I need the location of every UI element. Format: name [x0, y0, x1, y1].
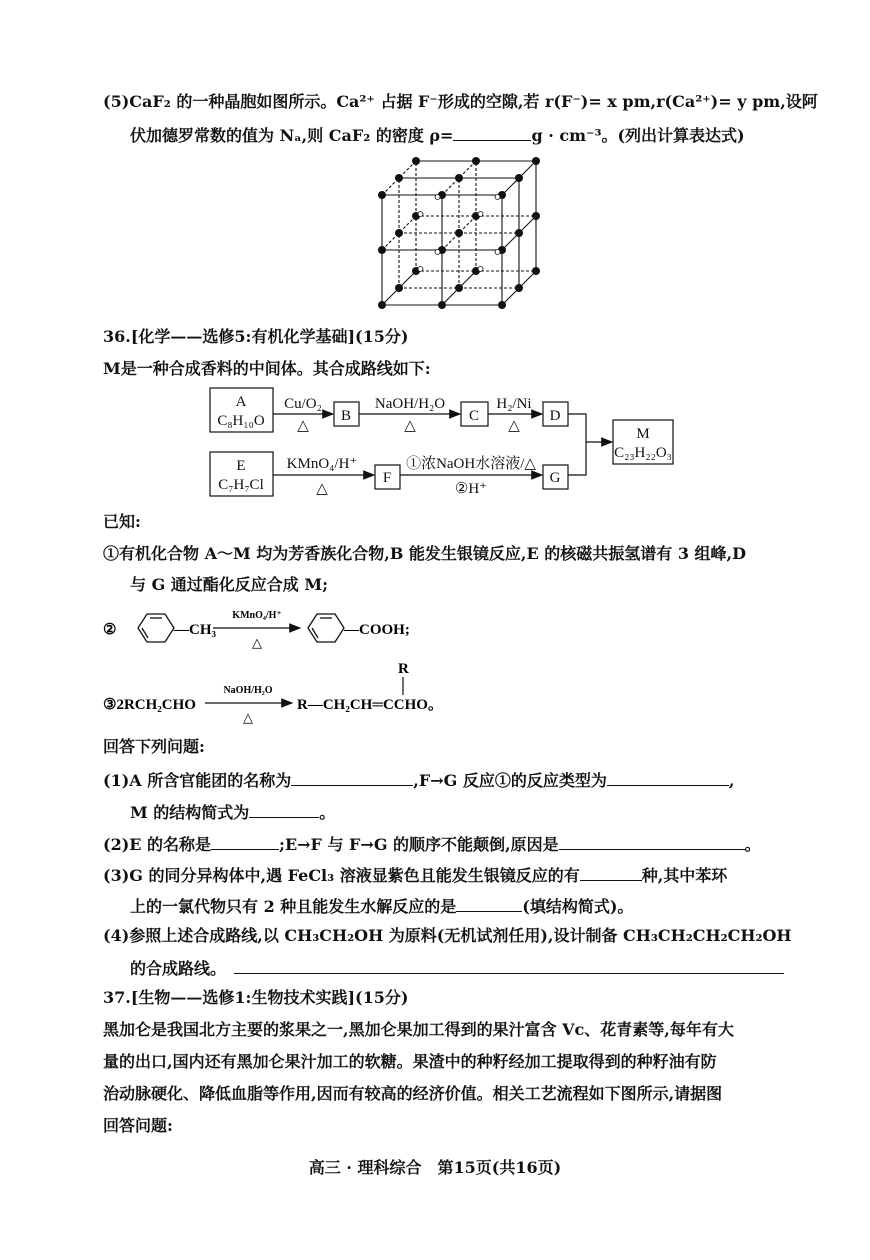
compound-a-formula: C₈H₁₀O	[217, 413, 265, 429]
compound-g: G	[549, 470, 561, 486]
known-2-reaction	[100, 600, 440, 655]
lattice-atom	[395, 284, 403, 292]
compound-m-label: M	[636, 426, 650, 442]
interstitial-ion	[418, 267, 423, 272]
text: 伏加德罗常数的值为 Nₐ,则 CaF₂ 的密度 ρ=	[130, 126, 454, 145]
known-2-reagent: KMnO₄/H⁺	[232, 610, 282, 621]
compound-b: B	[340, 408, 352, 424]
lattice-atom	[455, 229, 463, 237]
reagent-b-c: NaOH/H₂O	[374, 396, 446, 412]
heat-symbol: △	[297, 418, 309, 434]
q36-part3-line2	[130, 895, 633, 917]
known-3-reagent: NaOH/H₂O	[223, 685, 273, 696]
answer-label: 回答下列问题:	[103, 737, 205, 756]
interstitial-ion	[435, 250, 440, 255]
q35-5-line1: (5)CaF₂ 的一种晶胞如图所示。Ca²⁺ 占据 F⁻形成的空隙,若 r(F⁻)= x pm,r(Ca²⁺)= y pm,设阿	[103, 92, 818, 111]
benzene-ring-icon	[138, 614, 174, 642]
interstitial-ion	[435, 195, 440, 200]
lattice-atom	[472, 157, 480, 165]
lattice-atom	[378, 246, 386, 254]
heat-symbol: △	[404, 418, 416, 434]
caf2-crystal-cell-diagram	[370, 150, 550, 315]
interstitial-ion	[478, 267, 483, 272]
q36-intro: M是一种合成香料的中间体。其合成路线如下:	[103, 359, 431, 378]
compound-d: D	[549, 408, 561, 424]
known-3-reaction	[100, 655, 480, 725]
known-3-branch-r: R	[398, 661, 409, 677]
lattice-atom	[455, 284, 463, 292]
reagent-f-g-step1: ①浓NaOH水溶液/△	[406, 456, 536, 472]
answer-blank[interactable]	[453, 124, 531, 141]
compound-m-formula: C₂₃H₂₂O₃	[614, 445, 672, 461]
lattice-atom	[532, 157, 540, 165]
reagent-a-b: Cu/O₂	[284, 396, 322, 412]
compound-f: F	[382, 470, 392, 486]
carboxyl-group: —COOH;	[344, 622, 410, 638]
known-1-line2: 与 G 通过酯化反应合成 M;	[130, 575, 328, 594]
known-3-product: R—CH₂CH═CCHO。	[297, 697, 443, 713]
text: (填结构简式)。	[522, 897, 634, 916]
known-2-number: ②	[103, 622, 117, 638]
known-3-condition: △	[243, 710, 253, 725]
answer-blank[interactable]	[234, 957, 784, 974]
q37-line2: 量的出口,国内还有黑加仑果汁加工的软糖。果渣中的种籽经加工提取得到的种籽油有防	[103, 1052, 717, 1071]
q37-line4: 回答问题:	[103, 1116, 173, 1135]
interstitial-ion	[478, 212, 483, 217]
page-footer: 高三 · 理科综合 第15页(共16页)	[308, 1158, 562, 1177]
lattice-atom	[532, 267, 540, 275]
q37-heading: 37.[生物——选修1:生物技术实践](15分)	[103, 988, 409, 1007]
known-2-condition: △	[252, 635, 262, 650]
q36-part3-line1	[103, 864, 727, 886]
text: 种,其中苯环	[641, 866, 728, 885]
methyl-group: —CH₃	[174, 622, 216, 638]
reagent-f-g-step2: ②H⁺	[454, 481, 488, 497]
text: M 的结构简式为	[130, 803, 250, 822]
text: 上的一氯代物只有 2 种且能发生水解反应的是	[130, 897, 457, 916]
interstitial-ion	[495, 195, 500, 200]
compound-e-formula: C₇H₇Cl	[218, 477, 264, 493]
lattice-atom	[515, 229, 523, 237]
answer-blank[interactable]	[559, 833, 745, 850]
compound-e-label: E	[236, 458, 246, 474]
known-3-reactant: ③2RCH₂CHO	[103, 697, 196, 713]
text: ,F→G 反应①的反应类型为	[413, 771, 607, 790]
answer-blank[interactable]	[580, 864, 642, 881]
lattice-atom	[532, 212, 540, 220]
text: ,	[728, 771, 735, 790]
lattice-atom	[378, 301, 386, 309]
lattice-atom	[498, 301, 506, 309]
text: ;E→F 与 F→G 的顺序不能颠倒,原因是	[279, 835, 559, 854]
lattice-atom	[378, 191, 386, 199]
text: 。	[319, 803, 336, 822]
reagent-e-f: KMnO₄/H⁺	[286, 456, 358, 472]
lattice-atom	[438, 301, 446, 309]
benzene-ring-icon	[308, 614, 344, 642]
lattice-atom	[395, 174, 403, 182]
q37-line3: 治动脉硬化、降低血脂等作用,因而有较高的经济价值。相关工艺流程如下图所示,请据图	[103, 1084, 723, 1103]
heat-symbol: △	[508, 418, 520, 434]
compound-c: C	[468, 408, 480, 424]
reagent-c-d: H₂/Ni	[496, 396, 532, 412]
lattice-atom	[395, 229, 403, 237]
q36-part1-line1	[103, 769, 734, 791]
answer-blank[interactable]	[249, 801, 319, 818]
answer-blank[interactable]	[211, 833, 279, 850]
known-1-line1: ①有机化合物 A～M 均为芳香族化合物,B 能发生银镜反应,E 的核磁共振氢谱有 3 组峰,D	[103, 544, 746, 563]
lattice-atom	[515, 174, 523, 182]
answer-blank[interactable]	[607, 769, 729, 786]
synthesis-route-diagram	[200, 380, 700, 505]
answer-blank[interactable]	[291, 769, 413, 786]
q36-part2	[103, 833, 761, 855]
text: (1)A 所含官能团的名称为	[103, 771, 292, 790]
text: 的合成路线。	[130, 959, 227, 978]
text: (3)G 的同分异构体中,遇 FeCl₃ 溶液显紫色且能发生银镜反应的有	[103, 866, 580, 885]
q36-part4-line1: (4)参照上述合成路线,以 CH₃CH₂OH 为原料(无机试剂任用),设计制备 CH₃CH₂CH₂CH₂OH	[103, 926, 792, 945]
text: 。	[744, 835, 761, 854]
lattice-atom	[412, 157, 420, 165]
interstitial-ion	[418, 212, 423, 217]
lattice-atom	[455, 174, 463, 182]
lattice-atom	[515, 284, 523, 292]
answer-blank[interactable]	[456, 895, 522, 912]
compound-a-label: A	[235, 394, 247, 410]
q36-part1-line2	[130, 801, 335, 823]
q36-part4-line2	[130, 957, 784, 979]
interstitial-ion	[495, 250, 500, 255]
known-label: 已知:	[103, 512, 141, 531]
q36-heading: 36.[化学——选修5:有机化学基础](15分)	[103, 327, 409, 346]
q35-5-line2	[130, 124, 745, 146]
text: (2)E 的名称是	[103, 835, 212, 854]
text: g · cm⁻³。(列出计算表达式)	[531, 126, 745, 145]
q37-line1: 黑加仑是我国北方主要的浆果之一,黑加仑果加工得到的果汁富含 Vc、花青素等,每年有大	[103, 1020, 734, 1039]
heat-symbol: △	[316, 481, 328, 497]
